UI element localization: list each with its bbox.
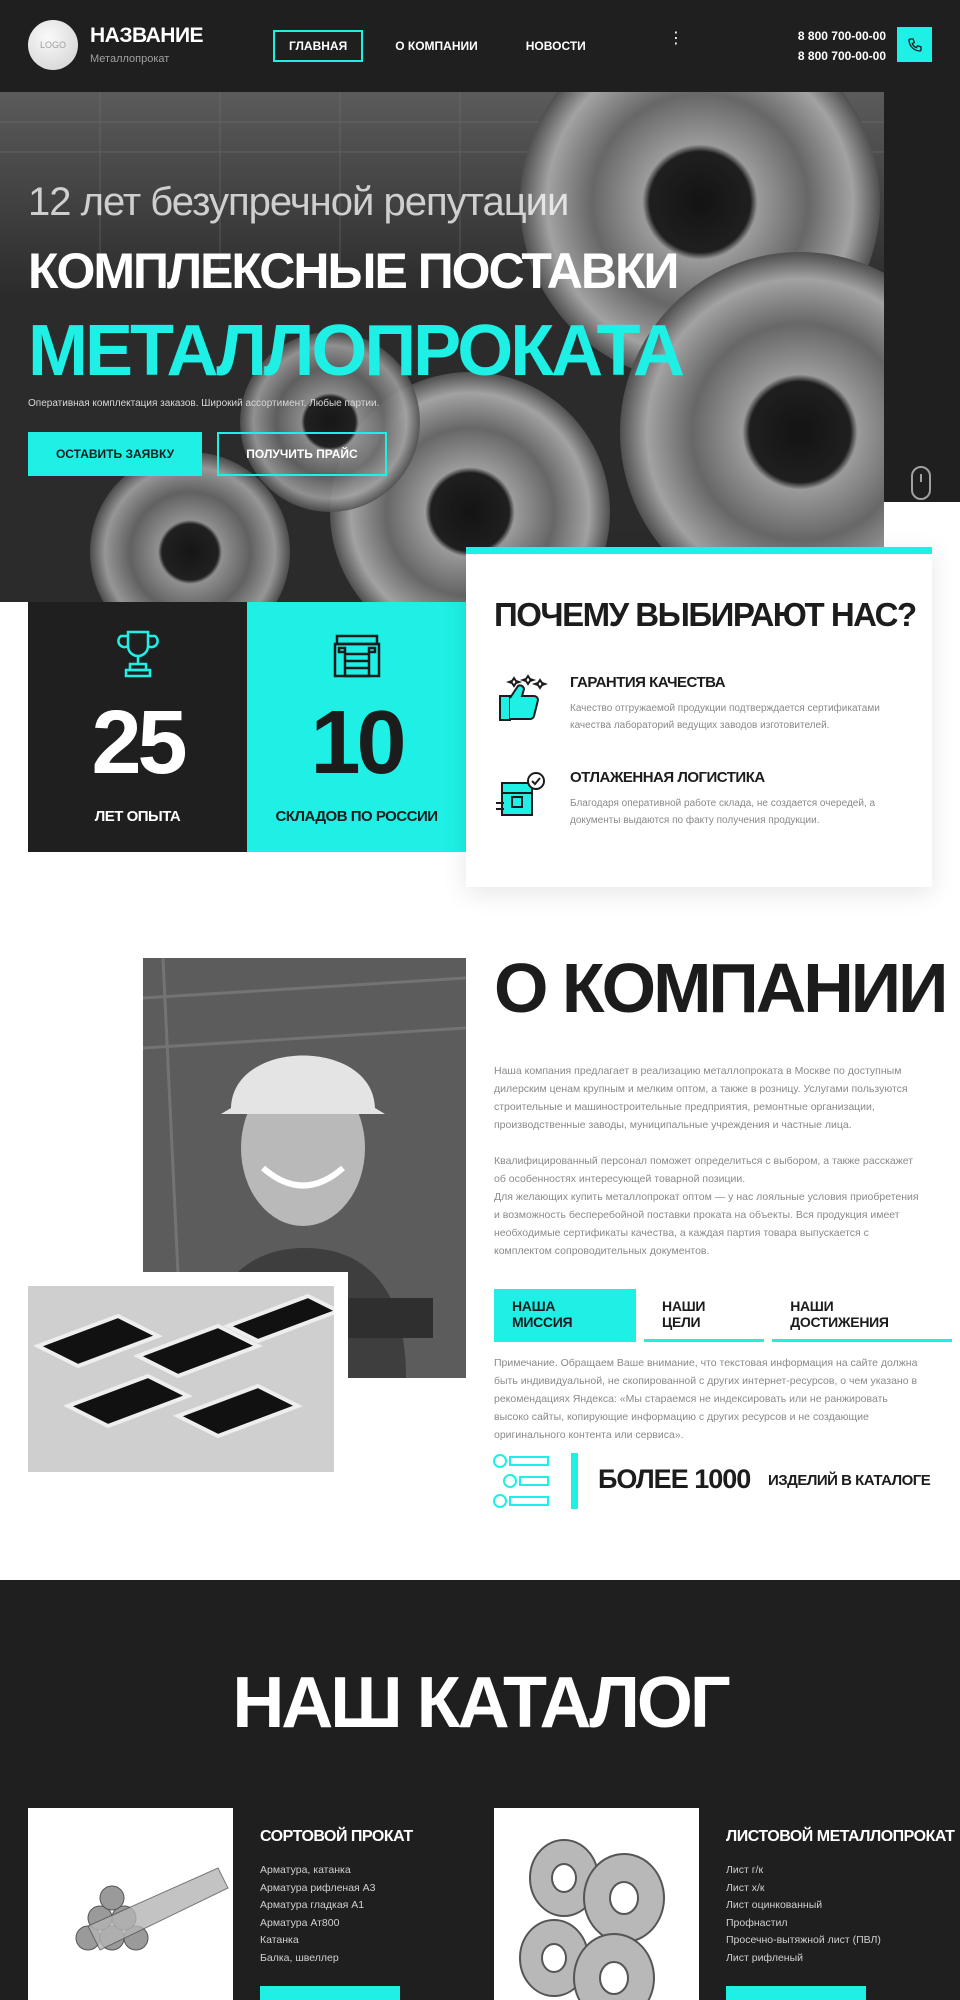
catalog-link[interactable]: Просечно-вытяжной лист (ПВЛ) [726, 1934, 881, 1946]
stat-value: 25 [91, 693, 184, 793]
catalog-link[interactable]: Лист рифленый [726, 1951, 804, 1964]
stat-value: 10 [310, 693, 403, 793]
counter-label: ИЗДЕЛИЙ В КАТАЛОГЕ [768, 1472, 931, 1489]
stat-label: ЛЕТ ОПЫТА [94, 808, 181, 825]
hero-description: Оперативная комплектация заказов. Широкий ассортимент. Любые партии. [28, 398, 380, 409]
coils-image [494, 1808, 699, 2000]
logo[interactable] [28, 20, 78, 70]
tubes-image [28, 1286, 334, 1472]
call-button[interactable] [897, 27, 932, 62]
phone-number[interactable]: 8 800 700-00-00 [797, 49, 886, 63]
warehouse-icon [327, 624, 387, 684]
stat-label: СКЛАДОВ ПО РОССИИ [275, 808, 438, 825]
tab-goals[interactable]: НАШИ ЦЕЛИ [644, 1289, 764, 1342]
phone-icon [907, 37, 923, 53]
about-tabs [494, 1289, 960, 1342]
why-item-title: ОТЛАЖЕННАЯ ЛОГИСТИКА [570, 769, 765, 786]
logo-text: LOGO [39, 40, 66, 50]
catalog-category-title[interactable]: СОРТОВОЙ ПРОКАТ [260, 1828, 413, 1845]
about-paragraph: Квалифицированный персонал поможет определиться с выбором, а также расскажет об особенностях интересующей товарной позиции. [494, 1155, 914, 1185]
submit-request-button[interactable]: ОСТАВИТЬ ЗАЯВКУ [28, 432, 202, 476]
catalog-more-button[interactable] [260, 1986, 400, 2000]
why-us-title: ПОЧЕМУ ВЫБИРАЮТ НАС? [494, 596, 916, 633]
catalog-section [0, 1580, 960, 2000]
catalog-link[interactable]: Катанка [260, 1934, 299, 1946]
catalog-link[interactable]: Арматура, катанка [260, 1864, 351, 1876]
counter-value: БОЛЕЕ 1000 [598, 1464, 751, 1494]
catalog-link[interactable]: Лист х/к [726, 1881, 765, 1894]
hero-side-panel [884, 92, 960, 502]
why-item-text: Качество отгружаемой продукции подтверждается сертификатами качества лабораторий ведущих заводов изготовителей. [570, 703, 880, 731]
catalog-category-list [726, 1862, 881, 1967]
stat-warehouses [247, 602, 466, 852]
catalog-category-title[interactable]: ЛИСТОВОЙ МЕТАЛЛОПРОКАТ [726, 1828, 955, 1845]
get-price-button[interactable]: ПОЛУЧИТЬ ПРАЙС [217, 432, 387, 476]
phone-number[interactable]: 8 800 700-00-00 [797, 29, 886, 43]
catalog-image-rebar[interactable] [28, 1808, 233, 2000]
trophy-icon [108, 624, 168, 684]
main-nav [273, 30, 618, 62]
nav-item-home[interactable]: ГЛАВНАЯ [273, 30, 363, 62]
more-menu-icon[interactable]: ⋮ [668, 30, 684, 47]
why-us-card [466, 547, 932, 887]
why-item-title: ГАРАНТИЯ КАЧЕСТВА [570, 674, 726, 691]
why-item-text: Благодаря оперативной работе склада, не создается очередей, а документы выдаются по факту получения продукции. [570, 798, 876, 826]
rebar-image [28, 1808, 233, 2000]
brand-subtitle: Металлопрокат [90, 53, 170, 65]
about-note: Примечание. Обращаем Ваше внимание, что текстовая информация на сайте должна быть индивидуальной, не скопированной с других интернет-ресурсов, о чем указано в рекомендациях Яндекса: «Мы стараемся не индексировать или не ранжировать высоко сайты, копирующие информацию с других ресурсов и не создающие оригинального контента или сервиса». [494, 1357, 918, 1441]
hero-title-accent: МЕТАЛЛОПРОКАТА [28, 311, 682, 391]
catalog-link[interactable]: Лист г/к [726, 1864, 764, 1876]
catalog-link[interactable]: Лист оцинкованный [726, 1899, 823, 1911]
about-paragraph: Для желающих купить металлопрокат оптом — у нас лояльные условия приобретения и возможность бесперебойной поставки проката на объекты. Вся продукция имеет необходимые сертификаты качества, а каждая партия товара выпускается с комплектом сопроводительных документов. [494, 1191, 919, 1257]
site-header [0, 0, 960, 92]
delivery-box-icon [492, 767, 548, 823]
catalog-image-sheet[interactable] [494, 1808, 699, 2000]
catalog-more-button[interactable] [726, 1986, 866, 2000]
about-title: О КОМПАНИИ [494, 949, 946, 1027]
catalog-link[interactable]: Балка, швеллер [260, 1951, 339, 1964]
stat-experience [28, 602, 247, 852]
nav-item-about[interactable]: О КОМПАНИИ [395, 39, 478, 53]
catalog-link[interactable]: Арматура Ат800 [260, 1916, 340, 1929]
hero-section [0, 92, 884, 602]
thumbs-up-stars-icon [492, 672, 548, 728]
scroll-down-icon[interactable] [911, 466, 931, 500]
hero-title: КОМПЛЕКСНЫЕ ПОСТАВКИ [28, 243, 678, 299]
phones [760, 26, 886, 66]
brand-name: НАЗВАНИЕ [90, 24, 204, 47]
counter-divider [571, 1453, 578, 1509]
tab-achievements[interactable]: НАШИ ДОСТИЖЕНИЯ [772, 1289, 952, 1342]
tubes-photo [28, 1272, 348, 1472]
about-paragraph: Наша компания предлагает в реализацию металлопроката в Москве по доступным дилерским ценам крупным и мелким оптом, а также в розницу. Услугами пользуются строительные и машиностроительные предприятия, ремонтные организации, производственные заводы, муниципальные учреждения и частные лица. [494, 1065, 908, 1131]
hero-subtitle: 12 лет безупречной репутации [28, 180, 569, 224]
catalog-link[interactable]: Арматура гладкая А1 [260, 1899, 365, 1911]
numbered-list-icon [492, 1453, 552, 1509]
catalog-title: НАШ КАТАЛОГ [232, 1663, 728, 1743]
tab-mission[interactable]: НАША МИССИЯ [494, 1289, 636, 1342]
nav-item-news[interactable]: НОВОСТИ [525, 39, 586, 53]
catalog-category-list [260, 1862, 376, 1967]
catalog-link[interactable]: Арматура рифленая А3 [260, 1881, 376, 1894]
catalog-link[interactable]: Профнастил [726, 1916, 788, 1929]
